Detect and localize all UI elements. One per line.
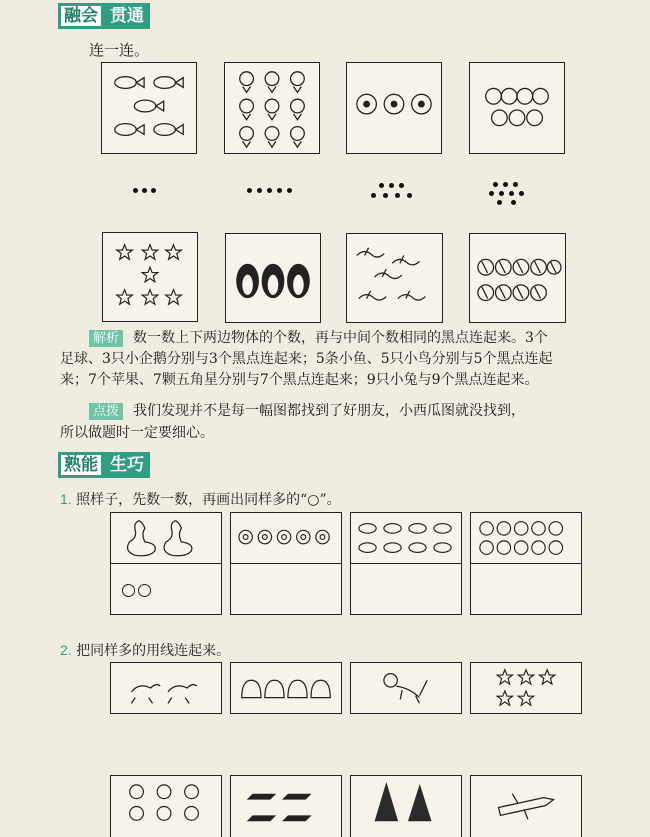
watermelon-icon (470, 234, 565, 322)
fish-icon (351, 513, 461, 563)
box-penguins[interactable] (225, 233, 321, 323)
q2-dog-cell[interactable] (350, 662, 462, 714)
q1-flower-cell (230, 512, 342, 564)
header-label-b: 生巧 (104, 452, 150, 478)
penguin-icon (226, 234, 320, 322)
q1-fish-answer-cell[interactable] (350, 563, 462, 615)
q1-apple-answer-cell[interactable] (470, 563, 582, 615)
q1-goose-cell (110, 512, 222, 564)
section-header-practice (58, 452, 150, 478)
tree-icon (351, 776, 461, 837)
dog-icon (351, 663, 461, 713)
header-label-a: 融会 (58, 3, 104, 29)
q2-frog-cell[interactable] (110, 775, 222, 837)
apple-icon (471, 513, 581, 563)
frog-icon (111, 776, 221, 837)
q2-tree-cell[interactable] (350, 775, 462, 837)
box-monkey[interactable] (224, 62, 320, 154)
tip-line-1: 点拨 我们发现并不是每一幅图都找到了好朋友，小西瓜图就没找到， (89, 401, 629, 422)
analysis-line-2: 足球、3只小企鹅分别与3个黑点连起来；5条小鱼、5只小鸟分别与5个黑点连起 (60, 351, 553, 367)
header-label-b: 贯通 (104, 3, 150, 29)
q2-airplane-cell[interactable] (470, 775, 582, 837)
cabbage-icon (231, 663, 341, 713)
box-birds[interactable] (346, 233, 443, 323)
analysis-line-1: 解析 数一数上下两边物体的个数，再与中间个数相同的黑点连起来。3个 (89, 328, 609, 349)
circle-mark (122, 584, 135, 597)
question-1: 1. 照样子，先数一数，再画出同样多的“○”。 (60, 491, 341, 508)
q1-fish-cell (350, 512, 462, 564)
squirrel-icon (111, 663, 221, 713)
section-header-integrate (58, 3, 150, 29)
q2-star-cell[interactable] (470, 662, 582, 714)
flower-icon (231, 513, 341, 563)
soccer-ball-icon (347, 63, 441, 153)
airplane-icon (471, 776, 581, 837)
q1-apple-cell (470, 512, 582, 564)
goose-icon (111, 513, 221, 563)
star-icon (103, 233, 197, 321)
box-fish[interactable] (101, 62, 197, 154)
q1-flower-answer-cell[interactable] (230, 563, 342, 615)
apple-icon (470, 63, 564, 153)
box-apple[interactable] (469, 62, 565, 154)
bird-icon (347, 234, 442, 322)
analysis-tag: 解析 (89, 330, 123, 347)
header-label-a: 熟能 (58, 452, 104, 478)
star-icon (471, 663, 581, 713)
question-2: 2. 把同样多的用线连起来。 (60, 642, 231, 659)
box-stars[interactable] (102, 232, 198, 322)
box-watermelons[interactable] (469, 233, 566, 323)
instruction-connect: 连一连。 (89, 41, 150, 59)
q2-cabbage-cell[interactable] (230, 662, 342, 714)
fish-icon (102, 63, 196, 153)
monkey-icon (225, 63, 319, 153)
box-soccer[interactable] (346, 62, 442, 154)
tip-line-2: 所以做题时一定要细心。 (60, 425, 214, 441)
circle-mark (138, 584, 151, 597)
analysis-line-3: 来；7个苹果、7颗五角星分别与7个黑点连起来；9只小兔与9个黑点连起来。 (60, 372, 539, 388)
book-icon (231, 776, 341, 837)
tip-tag: 点拨 (89, 403, 123, 420)
q2-squirrel-cell[interactable] (110, 662, 222, 714)
q1-sample-answer-cell[interactable] (110, 563, 222, 615)
q2-book-cell[interactable] (230, 775, 342, 837)
